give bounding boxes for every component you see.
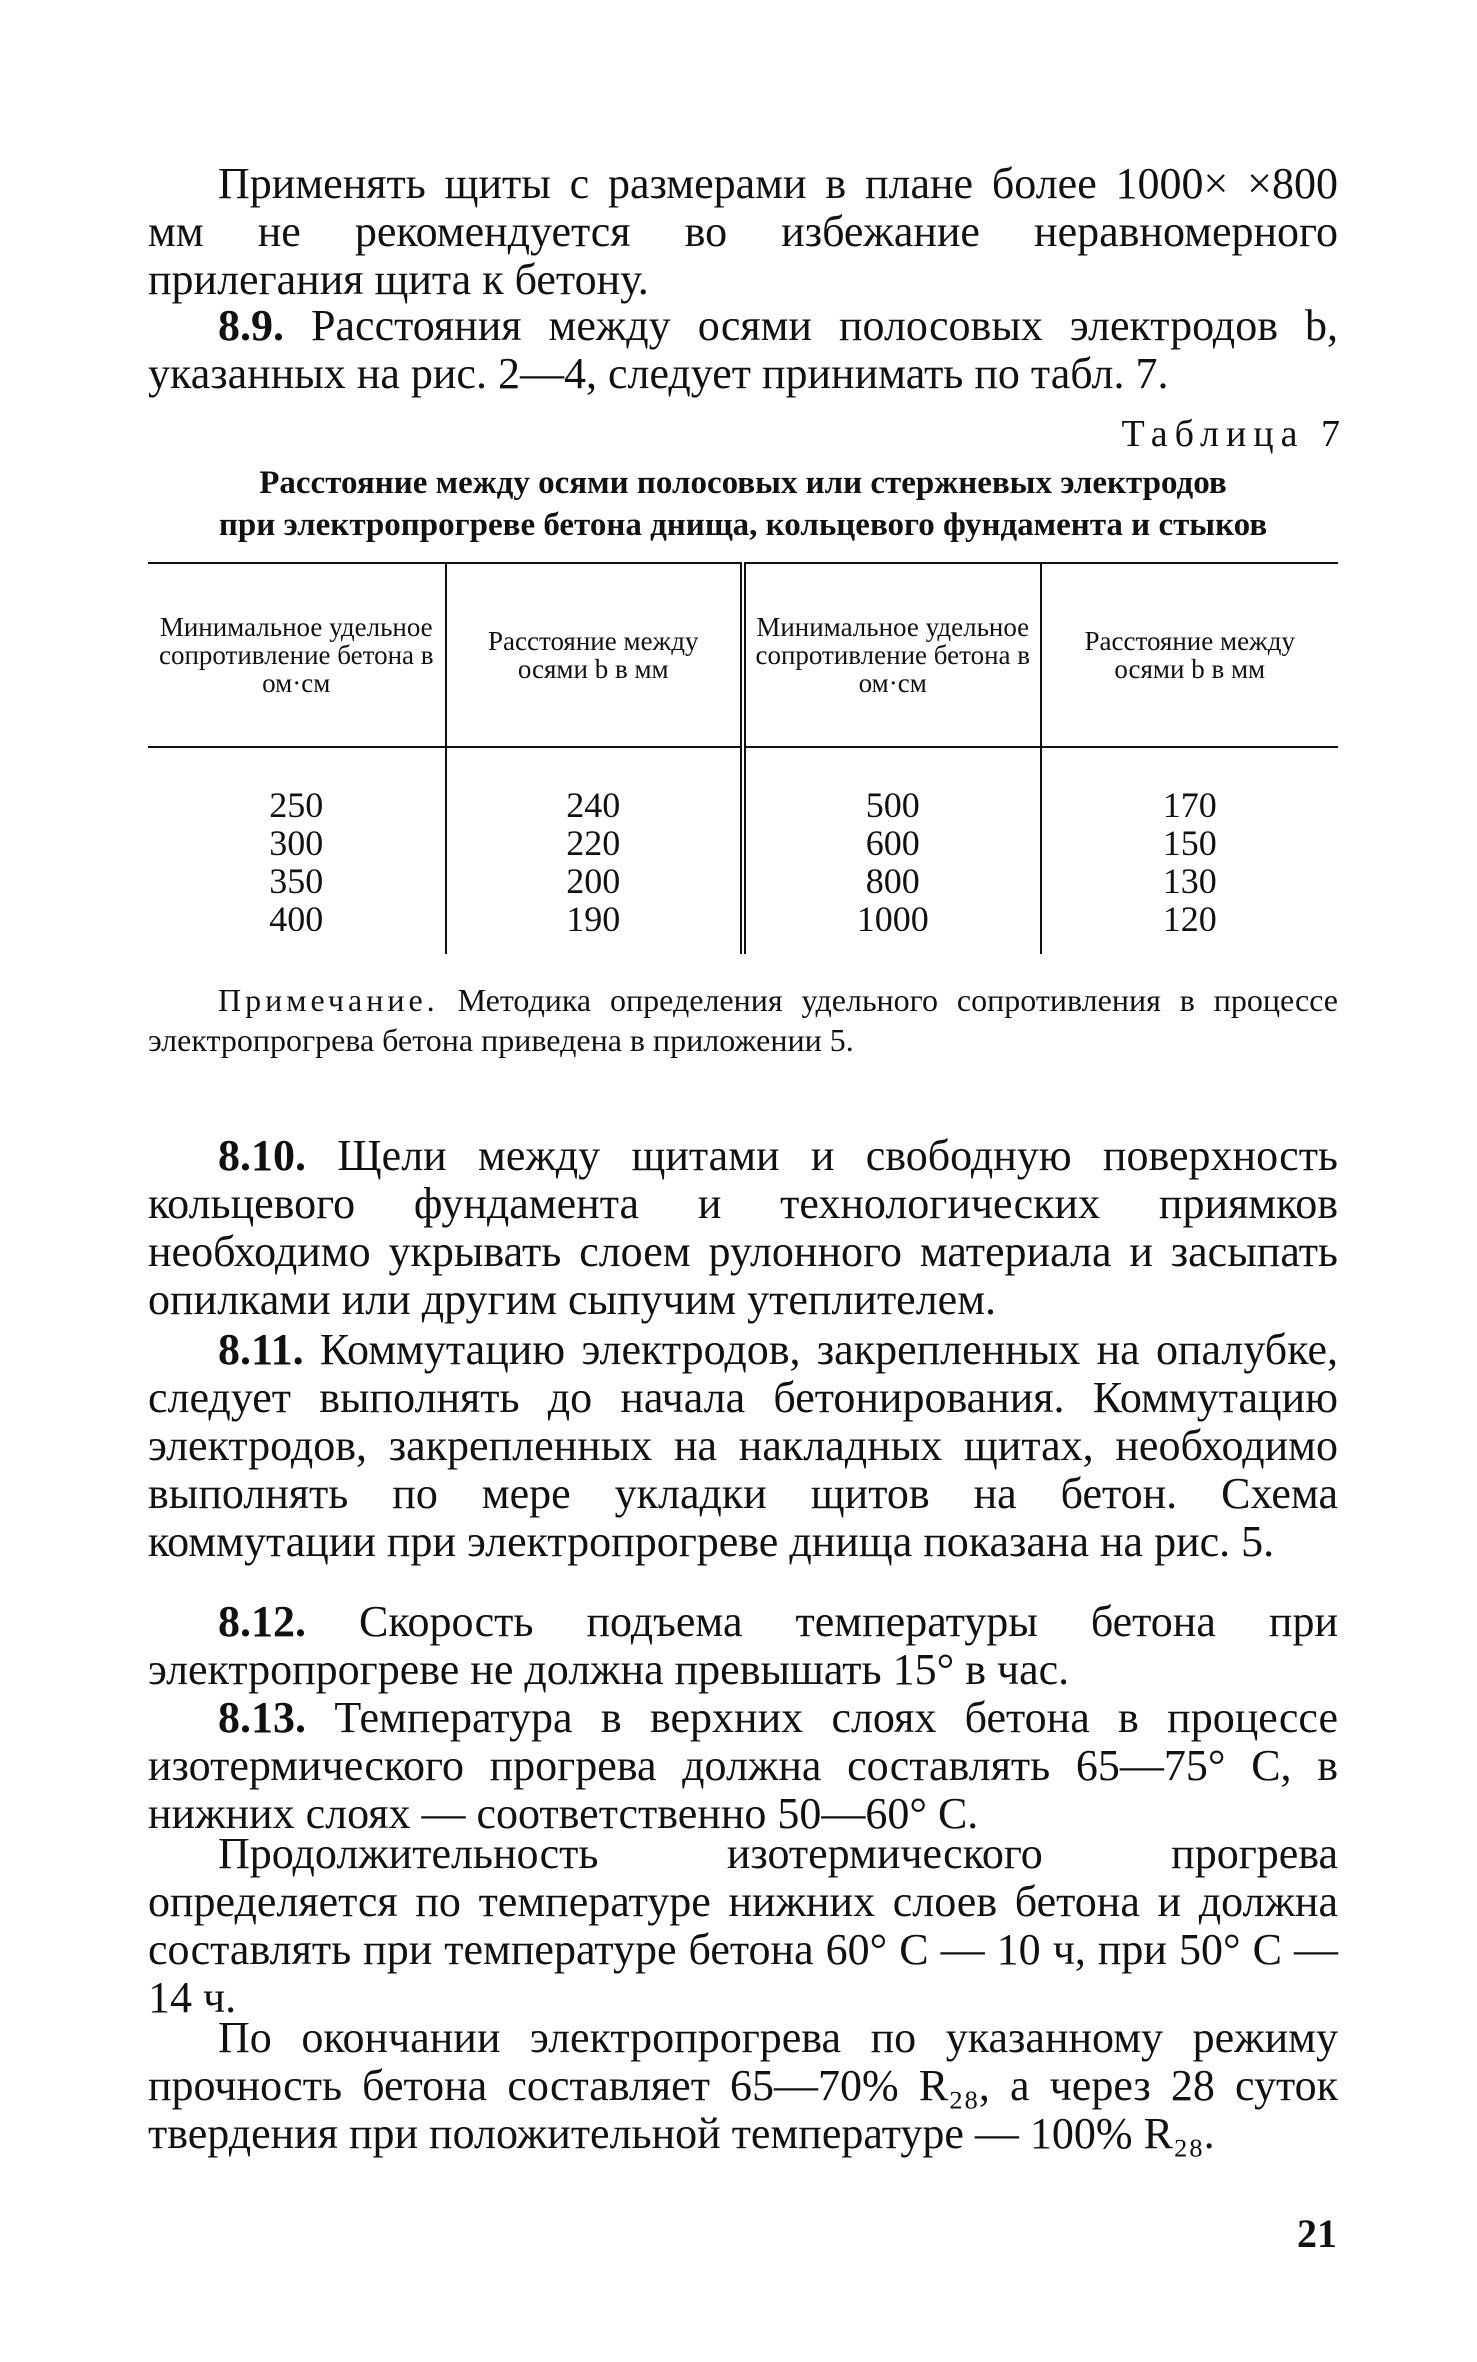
table-row (148, 747, 1338, 954)
paragraph-8-13 (148, 1694, 1338, 1838)
cell-value: 220 (566, 823, 621, 863)
cell-value: 250 (269, 785, 324, 825)
electrode-distance-table (148, 562, 1338, 954)
paragraph-text: Щели между щитами и свободную поверхность кольцевого фундамента и технологических приямков необходимо укрывать слоем рулонного материала и засыпать опилками или другим сыпучим утеплителем. (148, 1131, 1338, 1324)
cell-value: 150 (1162, 823, 1217, 863)
cell-value: 1000 (856, 899, 929, 939)
header-distance-2: Расстояние между осями b в мм (1041, 563, 1339, 747)
paragraph-8-12 (148, 1598, 1338, 1694)
header-resistivity-2: Минимальное удельное сопротивление бетона в ом·см (743, 563, 1041, 747)
table-title-line: при электропрогреве бетона днища, кольцевого фундамента и стыков (218, 507, 1268, 543)
table-cell (148, 747, 446, 954)
paragraph-text: По окончании электропрогрева по указанному режиму прочность бетона составляет 65—70% R₂₈, а через 28 суток твердения при положительной температуре — 100% R₂₈. (148, 2013, 1338, 2158)
paragraph-duration (148, 1830, 1338, 2022)
header-resistivity-1: Минимальное удельное сопротивление бетона в ом·см (148, 563, 446, 747)
header-distance-1: Расстояние между осями b в мм (446, 563, 744, 747)
cell-value: 190 (566, 899, 621, 939)
paragraph-text: Температура в верхних слоях бетона в процессе изотермического прогрева должна составлять 65—75° С, в нижних слоях — соответственно 50—60° С. (148, 1693, 1338, 1838)
paragraph-text: Коммутацию электродов, закрепленных на опалубке, следует выполнять до начала бетонирования. Коммутацию электродов, закрепленных на накладных щитах, необходимо выполнять по мере укладки щитов на бетон. Схема коммутации при электропрогреве днища показана на рис. 5. (148, 1325, 1339, 1566)
table-cell (446, 747, 744, 954)
paragraph-text: Расстояния между осями полосовых электродов b, указанных на рис. 2—4, следует принимать по табл. 7. (148, 301, 1339, 398)
cell-value: 240 (566, 785, 621, 825)
table-title (148, 462, 1338, 546)
cell-value: 600 (865, 823, 920, 863)
table-note (148, 980, 1338, 1060)
paragraph-shield-sizes (148, 160, 1338, 304)
paragraph-text: Применять щиты с размерами в плане более 1000× ×800 мм не рекомендуется во избежание неравномерного прилегания щита к бетону. (148, 159, 1338, 304)
cell-value: 400 (269, 899, 324, 939)
note-heading: Примечание. (218, 982, 439, 1018)
paragraph-8-9 (148, 302, 1338, 398)
cell-value: 500 (865, 785, 920, 825)
table-header-row (148, 563, 1338, 747)
cell-value: 300 (269, 823, 324, 863)
cell-value: 200 (566, 861, 621, 901)
cell-value: 130 (1162, 861, 1217, 901)
table-cell (1041, 747, 1339, 954)
paragraph-8-10 (148, 1132, 1338, 1324)
page-number: 21 (1297, 2211, 1337, 2256)
clause-number: 8.9. (218, 301, 284, 350)
paragraph-8-11 (148, 1326, 1338, 1566)
table-cell (743, 747, 1041, 954)
cell-value: 120 (1162, 899, 1217, 939)
clause-number: 8.10. (218, 1131, 306, 1180)
cell-value: 170 (1162, 785, 1217, 825)
paragraph-text: Продолжительность изотермического прогрева определяется по температуре нижних слоев бетона и должна составлять при температуре бетона 60° С — 10 ч, при 50° С — 14 ч. (148, 1829, 1338, 2022)
clause-number: 8.12. (218, 1597, 306, 1646)
cell-value: 350 (269, 861, 324, 901)
paragraph-text: Скорость подъема температуры бетона при электропрогреве не должна превышать 15° в час. (148, 1597, 1338, 1694)
cell-value: 800 (865, 861, 920, 901)
note-text: Методика определения удельного сопротивления в процессе электропрогрева бетона приведена в приложении 5. (148, 982, 1339, 1058)
clause-number: 8.11. (218, 1325, 304, 1374)
table-label: Таблица 7 (1121, 413, 1347, 455)
table-title-line: Расстояние между осями полосовых или стержневых электродов (259, 465, 1227, 501)
clause-number: 8.13. (218, 1693, 306, 1742)
paragraph-strength (148, 2014, 1338, 2158)
